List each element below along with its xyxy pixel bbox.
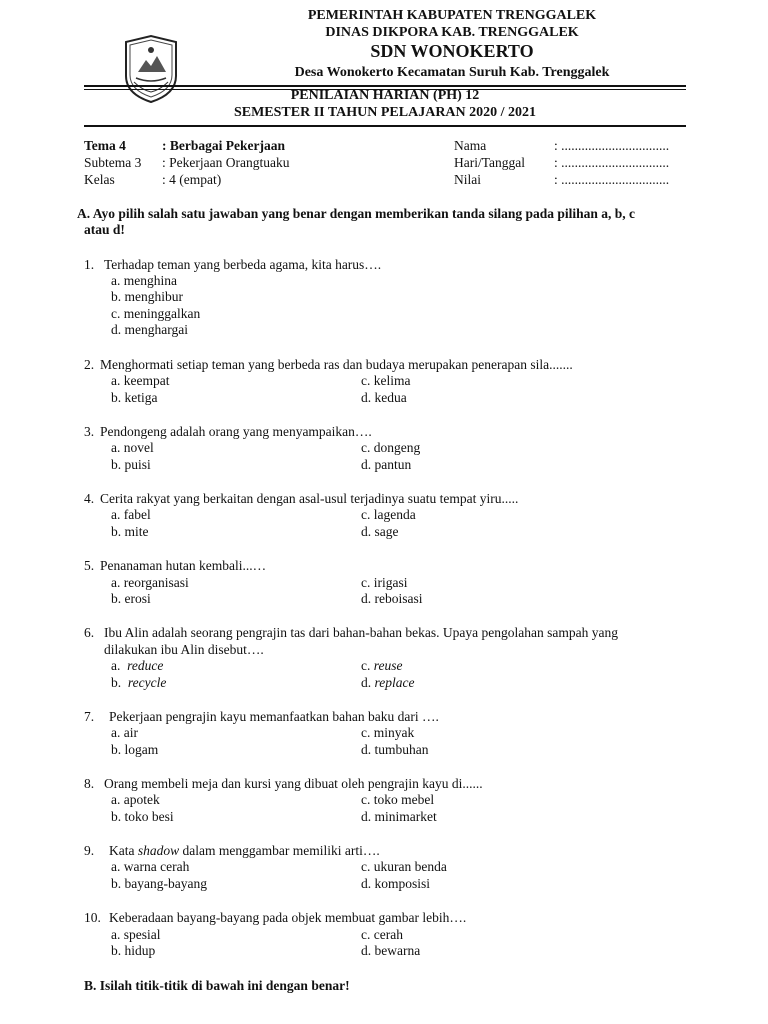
option-a: a. keempat (111, 373, 170, 388)
department-name: DINAS DIKPORA KAB. TRENGGALEK (325, 25, 579, 40)
option-d: d. replace (361, 675, 415, 690)
title-divider (84, 125, 686, 127)
question-number: 1. (84, 257, 95, 272)
option-d: d. bewarna (361, 943, 421, 958)
option-c: c. ukuran benda (361, 859, 447, 874)
subtema-label: Subtema 3 (84, 155, 142, 170)
question-number: 3. (84, 424, 95, 439)
question-text: Kata shadow dalam menggambar memiliki arti…. (109, 843, 380, 858)
question-number: 8. (84, 776, 95, 791)
tema-value: : Berbagai Pekerjaan (162, 138, 285, 153)
option-d: d. kedua (361, 390, 407, 405)
option-c: c. kelima (361, 373, 411, 388)
question-number: 2. (84, 357, 95, 372)
option-b: b. mite (111, 524, 149, 539)
option-b: b. bayang-bayang (111, 876, 207, 891)
semester-title: SEMESTER II TAHUN PELAJARAN 2020 / 2021 (233, 105, 537, 120)
question-text: Ibu Alin adalah seorang pengrajin tas dari bahan-bahan bekas. Upaya pengolahan sampah yang (104, 625, 618, 640)
option-b: b. recycle (111, 675, 167, 690)
tema-label: Tema 4 (84, 138, 126, 153)
option-c: c. dongeng (361, 440, 421, 455)
school-name: SDN WONOKERTO (370, 41, 534, 61)
letterhead-divider (84, 85, 686, 87)
option-c: c. toko mebel (361, 792, 435, 807)
option-b: b. erosi (111, 591, 151, 606)
question-text: Pekerjaan pengrajin kayu memanfaatkan bahan baku dari …. (109, 709, 439, 724)
option-b: b. logam (111, 742, 159, 757)
option-b: b. menghibur (111, 289, 183, 304)
option-a: a. reorganisasi (111, 575, 189, 590)
question-text: Penanaman hutan kembali...… (100, 558, 267, 573)
option-c: c. lagenda (361, 507, 416, 522)
option-a: a. warna cerah (111, 859, 190, 874)
option-a: a. spesial (111, 927, 161, 942)
kelas-value: : 4 (empat) (162, 172, 222, 187)
option-b: b. toko besi (111, 809, 174, 824)
option-d: d. sage (361, 524, 399, 539)
option-c: c. reuse (361, 658, 403, 673)
question-number: 10. (84, 910, 101, 925)
question-text: Keberadaan bayang-bayang pada objek membuat gambar lebih…. (109, 910, 467, 925)
option-c: c. irigasi (361, 575, 408, 590)
option-a: a. menghina (111, 273, 177, 288)
subtema-value: : Pekerjaan Orangtuaku (162, 155, 290, 170)
option-a: a. apotek (111, 792, 160, 807)
option-b: b. ketiga (111, 390, 158, 405)
exam-title: PENILAIAN HARIAN (PH) 12 (290, 88, 480, 103)
question-number: 4. (84, 491, 95, 506)
option-d: d. menghargai (111, 322, 188, 337)
option-d: d. komposisi (361, 876, 431, 891)
question-number: 6. (84, 625, 95, 640)
option-a: a. novel (111, 440, 154, 455)
question-text: Terhadap teman yang berbeda agama, kita harus…. (104, 257, 382, 272)
hari-tanggal-field: : ................................ (554, 155, 670, 170)
nama-field: : ................................ (554, 138, 670, 153)
hari-tanggal-label: Hari/Tanggal (454, 155, 526, 170)
nilai-field: : ................................ (554, 172, 670, 187)
section-a-instruction: A. Ayo pilih salah satu jawaban yang benar dengan memberikan tanda silang pada pilihan a, b, c (77, 206, 636, 221)
option-c: c. cerah (361, 927, 403, 942)
nilai-label: Nilai (454, 172, 481, 187)
option-d: d. minimarket (361, 809, 437, 824)
government-name: PEMERINTAH KABUPATEN TRENGGALEK (307, 8, 597, 23)
option-a: a. air (111, 725, 138, 740)
question-text: Menghormati setiap teman yang berbeda ras dan budaya merupakan penerapan sila....... (100, 357, 573, 372)
option-d: d. tumbuhan (361, 742, 429, 757)
nama-label: Nama (454, 138, 487, 153)
question-text: Pendongeng adalah orang yang menyampaikan…. (100, 424, 372, 439)
question-text: Orang membeli meja dan kursi yang dibuat oleh pengrajin kayu di...... (104, 776, 483, 791)
school-address: Desa Wonokerto Kecamatan Suruh Kab. Trenggalek (294, 65, 610, 80)
option-b: b. puisi (111, 457, 151, 472)
section-b-instruction: B. Isilah titik-titik di bawah ini dengan benar! (84, 978, 350, 993)
option-a: a. reduce (111, 658, 164, 673)
question-number: 7. (84, 709, 95, 724)
question-text-cont: dilakukan ibu Alin disebut…. (104, 642, 264, 657)
option-b: b. hidup (111, 943, 156, 958)
question-text: Cerita rakyat yang berkaitan dengan asal-usul terjadinya suatu tempat yiru..... (100, 491, 519, 506)
question-number: 5. (84, 558, 95, 573)
option-c: c. meninggalkan (111, 306, 201, 321)
option-c: c. minyak (361, 725, 415, 740)
section-a-instruction-cont: atau d! (84, 222, 125, 237)
option-a: a. fabel (111, 507, 151, 522)
kelas-label: Kelas (84, 172, 115, 187)
option-d: d. pantun (361, 457, 412, 472)
question-number: 9. (84, 843, 95, 858)
option-d: d. reboisasi (361, 591, 423, 606)
